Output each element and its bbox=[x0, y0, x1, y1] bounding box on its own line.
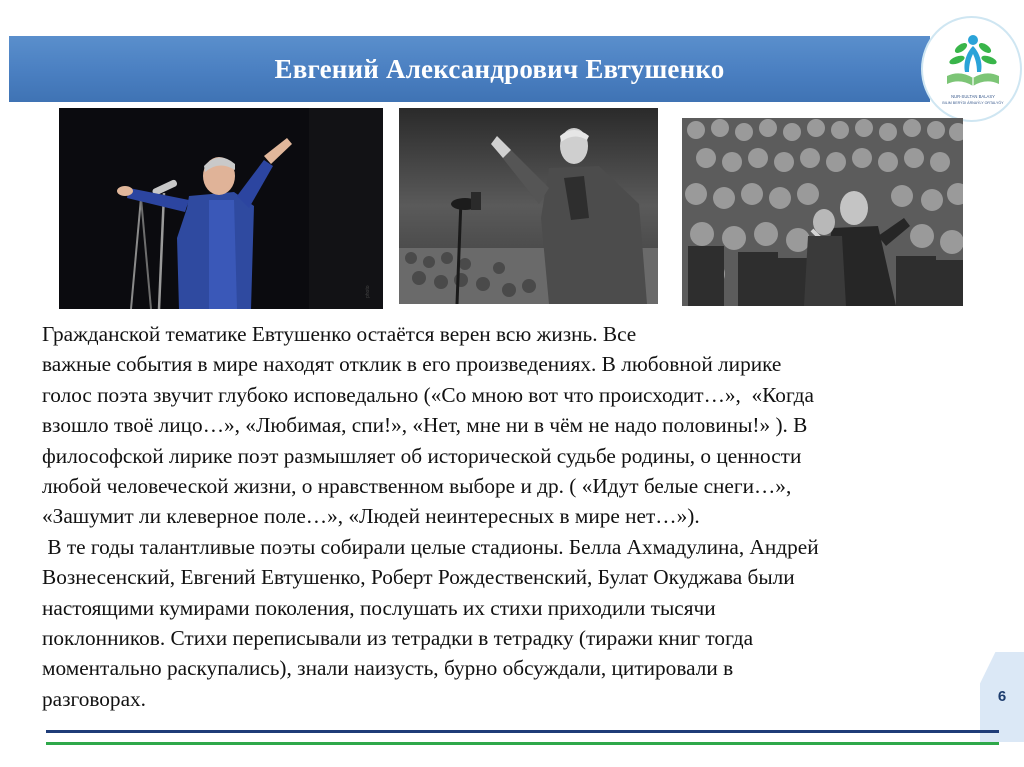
body-line: Гражданской тематике Евтушенко остаётся верен всю жизнь. Все bbox=[42, 322, 637, 346]
body-line: важные события в мире находят отклик в его произведениях. В любовной лирике bbox=[42, 352, 782, 377]
body-line: настоящими кумирами поколения, послушать их стихи приходили тысячи bbox=[42, 595, 716, 620]
body-line: любой человеческой жизни, о нравственном выборе и др. ( «Идут белые снеги…», bbox=[42, 474, 792, 499]
svg-text:photo: photo bbox=[365, 285, 371, 298]
body-line: Вознесенский, Евгений Евтушенко, Роберт Рождественский, Булат Окуджава были bbox=[42, 565, 795, 590]
title-bar bbox=[9, 36, 930, 102]
page-number: 6 bbox=[997, 688, 1007, 705]
photo-poet-at-microphone bbox=[399, 108, 658, 304]
university-emblem-icon bbox=[921, 16, 1022, 122]
logo-caption-line1: NUR-SULTAN BALASY bbox=[951, 94, 995, 99]
body-line: моментально раскупались), знали наизусть, бурно обсуждали, цитировали в bbox=[42, 656, 734, 681]
logo-caption-line2: BILIM BERÝDI ÁRNAÝLY ORTALYǴY bbox=[942, 101, 1004, 105]
body-text bbox=[42, 319, 972, 714]
body-line: взошло твоё лицо…», «Любимая, спи!», «Нет, мне ни в чём не надо половины!» ). В bbox=[42, 413, 808, 438]
body-line: разговорах. bbox=[42, 686, 146, 711]
body-line: В те годы талантливые поэты собирали целые стадионы. Белла Ахмадулина, Андрей bbox=[42, 534, 819, 559]
photo-poet-in-crowd bbox=[682, 118, 963, 306]
footer-rule-green bbox=[46, 742, 999, 745]
footer-rule-blue bbox=[46, 730, 999, 733]
slide-title: Евгений Александрович Евтушенко bbox=[274, 53, 725, 84]
photo-poet-on-stage bbox=[59, 108, 383, 309]
body-line: философской лирике поэт размышляет об исторической судьбе родины, о ценности bbox=[42, 443, 802, 468]
body-line: голос поэта звучит глубоко исповедально («Со мною вот что происходит…», «Когда bbox=[42, 382, 814, 407]
body-line: «Зашумит ли клеверное поле…», «Людей неинтересных в мире нет…»). bbox=[42, 504, 700, 529]
body-line: поклонников. Стихи переписывали из тетрадки в тетрадку (тиражи книг тогда bbox=[42, 626, 754, 651]
